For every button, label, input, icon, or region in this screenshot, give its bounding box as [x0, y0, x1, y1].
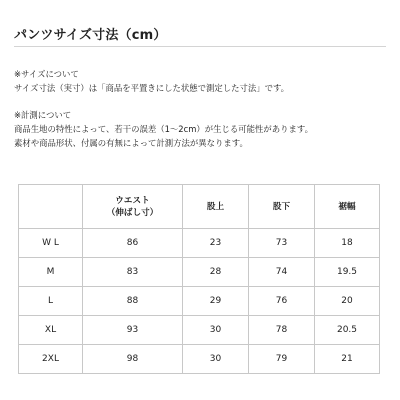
cell-size: M — [19, 258, 83, 287]
cell-rise: 30 — [183, 345, 249, 374]
cell-inseam: 73 — [249, 229, 315, 258]
table-row — [19, 229, 380, 258]
cell-hem: 19.5 — [315, 258, 380, 287]
pants-size-table — [18, 184, 380, 374]
cell-hem: 20.5 — [315, 316, 380, 345]
header-waist-label: ウエスト — [115, 195, 150, 206]
cell-inseam: 74 — [249, 258, 315, 287]
header-inseam: 股下 — [249, 185, 315, 229]
page-title: パンツサイズ寸法（cm） — [14, 28, 167, 43]
table-row — [19, 287, 380, 316]
cell-rise: 29 — [183, 287, 249, 316]
header-waist-sublabel: （伸ばし寸） — [106, 207, 159, 218]
measurement-note — [14, 108, 313, 150]
header-rise: 股上 — [183, 185, 249, 229]
measurement-note-text-1: 商品生地の特性によって、若干の誤差（1〜2cm）が生じる可能性があります。 — [14, 124, 313, 134]
cell-waist: 93 — [83, 316, 183, 345]
cell-size: W L — [19, 229, 83, 258]
table-row — [19, 258, 380, 287]
cell-inseam: 79 — [249, 345, 315, 374]
cell-size: 2XL — [19, 345, 83, 374]
cell-waist: 88 — [83, 287, 183, 316]
cell-rise: 30 — [183, 316, 249, 345]
cell-hem: 18 — [315, 229, 380, 258]
table-row — [19, 316, 380, 345]
cell-size: XL — [19, 316, 83, 345]
measurement-note-heading: ※計測について — [14, 110, 72, 120]
size-note-heading: ※サイズについて — [14, 69, 79, 79]
size-note-text: サイズ寸法（実寸）は「商品を平置きにした状態で測定した寸法」です。 — [14, 83, 290, 93]
header-size — [19, 185, 83, 229]
measurement-note-text-2: 素材や商品形状、付属の有無によって計測方法が異なります。 — [14, 138, 248, 148]
cell-waist: 86 — [83, 229, 183, 258]
cell-hem: 21 — [315, 345, 380, 374]
cell-size: L — [19, 287, 83, 316]
cell-waist: 98 — [83, 345, 183, 374]
cell-inseam: 76 — [249, 287, 315, 316]
cell-waist: 83 — [83, 258, 183, 287]
table-header-row — [19, 185, 380, 229]
cell-rise: 28 — [183, 258, 249, 287]
header-waist — [83, 185, 183, 229]
size-note — [14, 67, 289, 95]
header-hem: 裾幅 — [315, 185, 380, 229]
table-row — [19, 345, 380, 374]
cell-inseam: 78 — [249, 316, 315, 345]
cell-hem: 20 — [315, 287, 380, 316]
title-divider — [14, 46, 386, 47]
cell-rise: 23 — [183, 229, 249, 258]
